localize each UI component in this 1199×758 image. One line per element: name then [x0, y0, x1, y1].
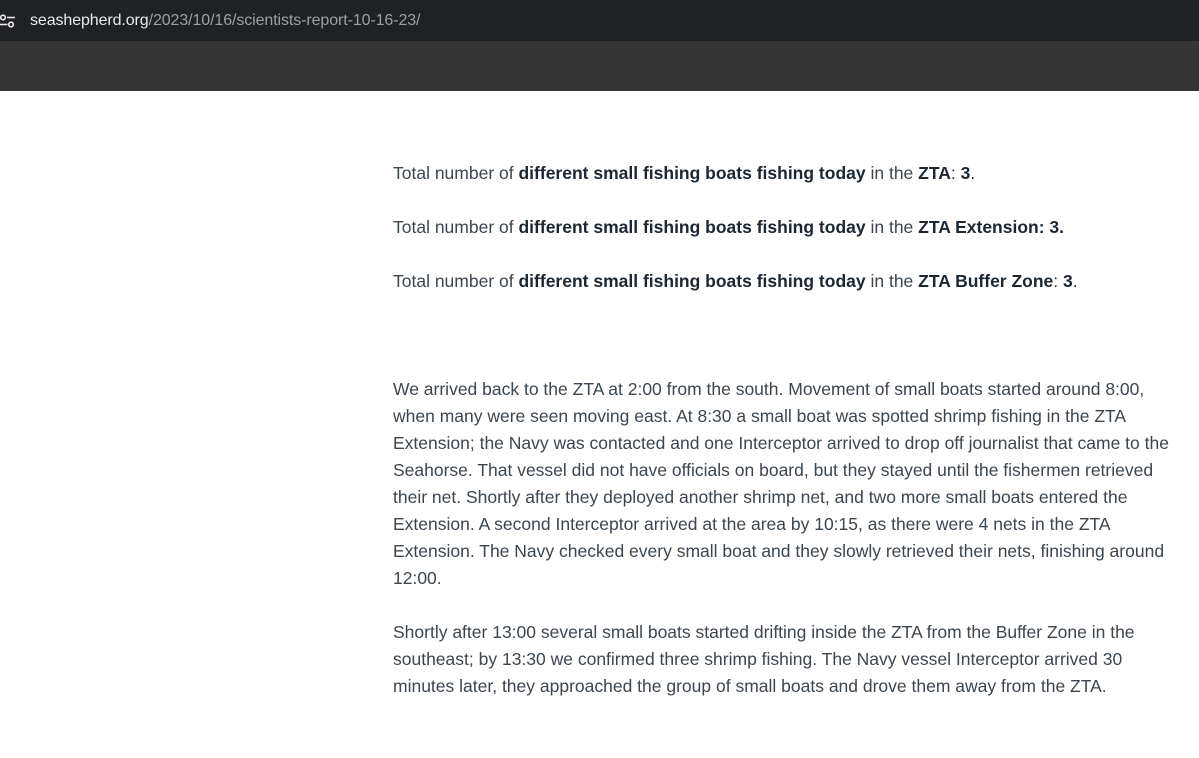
site-header-bar	[0, 41, 1199, 91]
report-paragraph-1: We arrived back to the ZTA at 2:00 from the south. Movement of small boats started around 8:00, when many were seen moving east. At 8:30 a small boat was spotted shrimp fishing in the ZTA Extension; the Navy was contacted and one Interceptor arrived to drop off journalist that came to the Seahorse. That vessel did not have officials on board, but they stayed until the fishermen retrieved their net. Shortly after they deployed another shrimp net, and two more small boats entered the Extension. A second Interceptor arrived at the area by 10:15, as there were 4 nets in the ZTA Extension. The Navy checked every small boat and they slowly retrieved their nets, finishing around 12:00.	[393, 379, 1169, 588]
stat-emphasis: different small fishing boats fishing today	[518, 163, 866, 183]
stat-emphasis: different small fishing boats fishing today	[518, 217, 866, 237]
stat-sep: :	[1053, 271, 1064, 291]
stat-prefix: Total number of	[393, 163, 519, 183]
stat-emphasis: different small fishing boats fishing today	[518, 271, 866, 291]
stat-prefix: Total number of	[393, 271, 519, 291]
stat-zone: ZTA Extension: 3.	[918, 217, 1065, 237]
stat-prefix: Total number of	[393, 217, 519, 237]
section-spacer	[393, 322, 1183, 376]
stat-mid: in the	[865, 163, 919, 183]
report-paragraph-2: Shortly after 13:00 several small boats started drifting inside the ZTA from the Buffer Zone in the southeast; by 13:30 we confirmed three shrimp fishing. The Navy vessel Interceptor arrived 30 minutes later, they approached the group of small boats and drove them away from the ZTA.	[393, 622, 1135, 696]
site-settings-icon[interactable]	[0, 0, 18, 41]
url-field[interactable]	[30, 12, 420, 30]
stat-mid: in the	[865, 217, 919, 237]
stat-line-zta	[393, 160, 1183, 187]
stat-count: 3	[960, 163, 971, 183]
stat-suffix: .	[1072, 271, 1078, 291]
stat-sep: :	[950, 163, 961, 183]
stat-count: 3	[1063, 271, 1073, 291]
article-body	[393, 160, 1183, 727]
url-host: seashepherd.org	[30, 11, 149, 29]
stat-mid: in the	[865, 271, 919, 291]
stat-line-zta-extension	[393, 214, 1183, 241]
stat-zone: ZTA Buffer Zone	[918, 271, 1054, 291]
stat-zone: ZTA	[918, 163, 951, 183]
url-path: /2023/10/16/scientists-report-10-16-23/	[148, 11, 421, 29]
browser-address-bar	[0, 0, 1199, 41]
stat-suffix: .	[970, 163, 976, 183]
stat-line-zta-buffer-zone	[393, 268, 1183, 295]
